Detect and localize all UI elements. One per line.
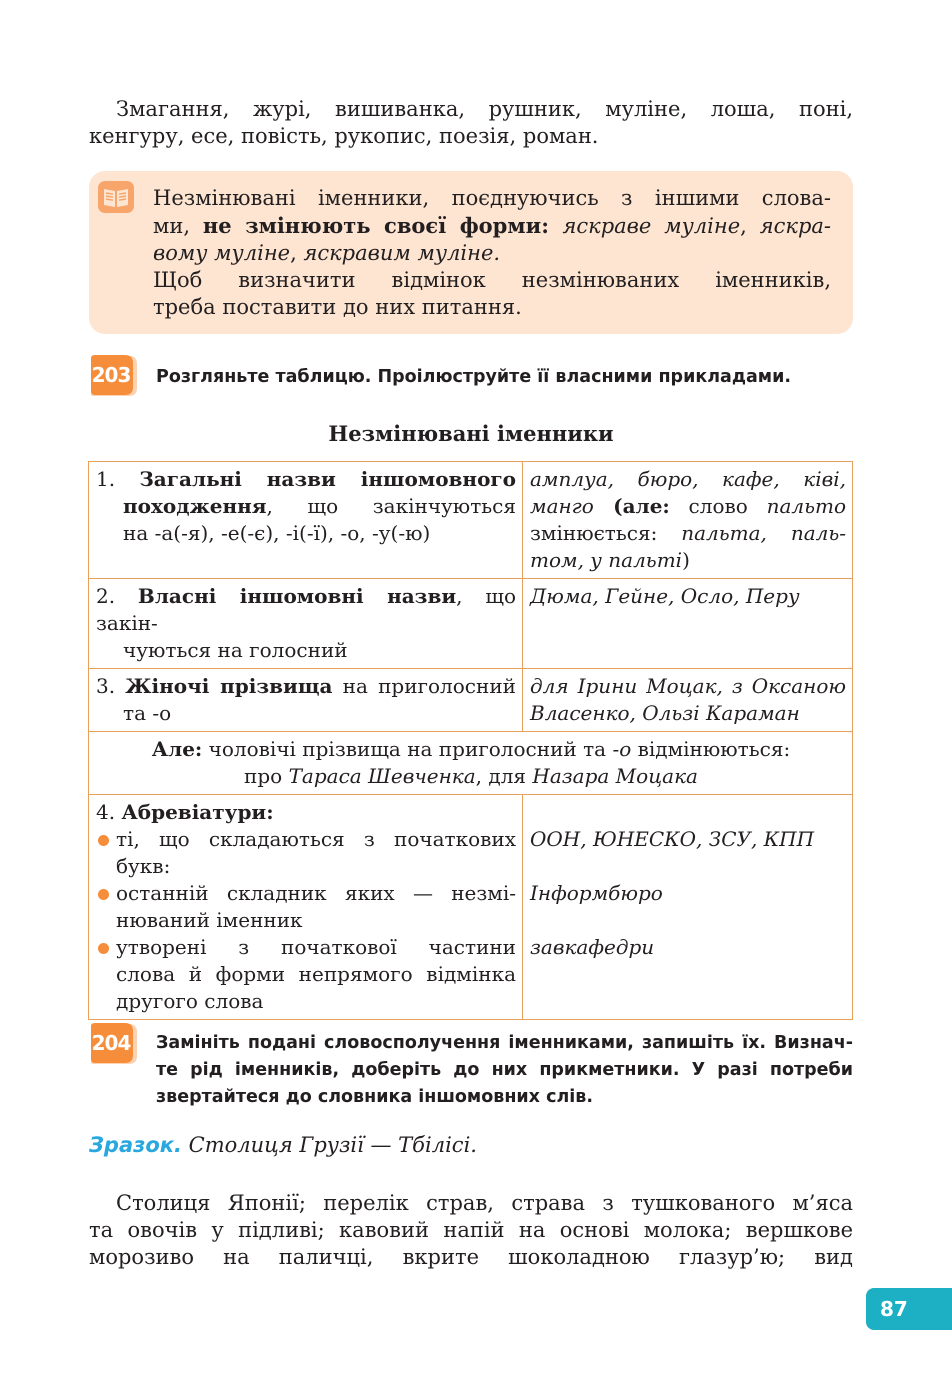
row1-left: 1. Загальні назви іншомовного походження, що закінчуються на -а(-я), -е(-є), -і(-ї), -о, -у(-ю) (89, 462, 523, 579)
rule-line-1: Незмінювані іменники, поєднуючись з іншими слова- (153, 186, 831, 210)
row4-right: ООН, ЮНЕСКО, ЗСУ, КПП Інформбюро завкафедри (523, 795, 853, 1020)
row1-right: амплуа, бюро, кафе, ківі, манго (але: слово пальто змінюється: пальта, паль- том, у пальті) (523, 462, 853, 579)
exercise-line-1: Столиця Японії; перелік страв, страва з тушкованого м’яса (116, 1191, 853, 1215)
exercise-line-2: та овочів у підливі; кавовий напій на основі молока; вершкове (89, 1218, 853, 1242)
intro-line-1: Змагання, журі, вишиванка, рушник, муліне, лоша, поні, (116, 97, 853, 121)
book-icon (98, 181, 134, 213)
exercise-line-3: морозиво на паличці, вкрите шоколадною глазур’ю; вид (89, 1245, 853, 1269)
table-title: Незмінювані іменники (328, 421, 614, 446)
task-203-text (156, 364, 791, 391)
rule-line-4: Щоб визначити відмінок незмінюваних іменників, (153, 268, 831, 292)
row2-left: 2. Власні іншомовні назви, що закін- чуються на голосний (89, 579, 523, 669)
table-row (89, 579, 853, 669)
sample-line (89, 1130, 477, 1160)
row3-left: 3. Жіночі прізвища на приголосний та -о (89, 669, 523, 732)
rule-line-2: ми, не змінюють своєї форми: яскраве муліне, яскра- (153, 213, 831, 238)
task-204-badge (89, 1022, 139, 1064)
bullet-item-2: останній складник яких — незмі- (96, 880, 516, 907)
bullet-item-1: ті, що складаються з початкових (96, 826, 516, 853)
task-203-number: 203 (91, 363, 131, 387)
row4-left: 4. Абревіатури: ті, що складаються з початкових букв: останній складник яких — незмі- нюваний іменник утворені з початкової частини слова й форми непрямого відмінка другого слова (89, 795, 523, 1020)
bullet-item-3: утворені з початкової частини (96, 934, 516, 961)
row2-right: Дюма, Гейне, Осло, Перу (523, 579, 853, 669)
bullet-icon (98, 889, 109, 900)
rule-line-3: вому муліне, яскравим муліне. (153, 241, 501, 265)
sample-label: Зразок. (89, 1133, 182, 1157)
intro-line-2: кенгуру, есе, повість, рукопис, поезія, роман. (89, 124, 599, 148)
task-203-line: Розгляньте таблицю. Проілюструйте її власними прикладами. (156, 367, 792, 387)
exercise-paragraph (89, 1190, 853, 1271)
row-but: Але: чоловічі прізвища на приголосний та -о відмінюються: про Тараса Шевченка, для Назара Моцака (89, 732, 853, 795)
task-204-number: 204 (91, 1031, 131, 1055)
task-203-badge (89, 354, 139, 396)
intro-paragraph (89, 96, 853, 150)
rule-text (153, 185, 831, 321)
table-row (89, 669, 853, 732)
task-204-text: Замініть подані словосполучення іменниками, запишіть їх. Визнач- те рід іменників, доберіть до них прикметники. У разі потреби звертайтеся до словника іншомовних слів. (156, 1033, 853, 1107)
rule-line-5: треба поставити до них питання. (153, 295, 522, 319)
table-row (89, 795, 853, 1020)
noun-table (88, 461, 853, 1020)
page-number: 87 (866, 1288, 952, 1330)
row3-right: для Ірини Моцак, з Оксаною Власенко, Ользі Караман (523, 669, 853, 732)
table-row (89, 732, 853, 795)
bullet-icon (98, 835, 109, 846)
table-row (89, 462, 853, 579)
bullet-icon (98, 943, 109, 954)
sample-text: Столиця Грузії — Тбілісі. (181, 1133, 477, 1157)
